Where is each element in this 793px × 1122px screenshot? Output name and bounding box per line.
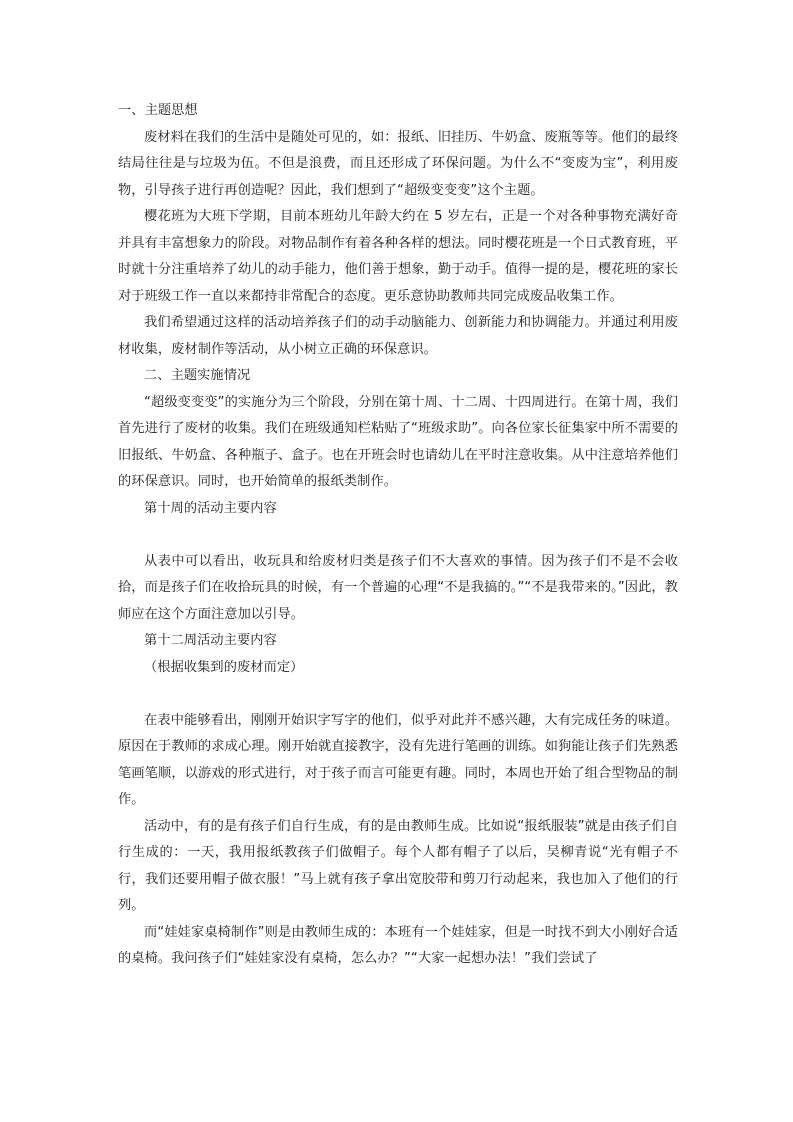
- week10-label: 第十周的活动主要内容: [144, 500, 277, 516]
- paragraph-newspaper-clothing: 活动中，有的是有孩子们自行生成，有的是由教师生成。比如说“报纸服装”就是由孩子们自行生成的：一天，我用报纸教孩子们做帽子。每个人都有帽子了以后，吴柳青说“光有帽子不行，我们还要用帽子做衣服！”马上就有孩子拿出宽胶带和剪刀行动起来，我也加入了他们的行列。: [118, 818, 678, 913]
- week12-label: 第十二周活动主要内容: [144, 633, 277, 648]
- paragraph-goals: 我们希望通过这样的活动培养孩子们的动手动脑能力、创新能力和协调能力。并通过利用废材收集，废材制作等活动，从小树立正确的环保意识。: [118, 315, 678, 357]
- section-heading-theme: 一、主题思想: [118, 103, 198, 118]
- paragraph-week12-analysis: 在表中能够看出，刚刚开始识字写字的他们，似乎对此并不感兴趣，大有完成任务的味道。原因在于教师的求成心理。刚开始就直接教字，没有先进行笔画的训练。如狗能让孩子们先熟悉笔画笔顺，以游戏的形式进行，对于孩子而言可能更有趣。同时，本周也开始了组合型物品的制作。: [118, 712, 678, 807]
- paragraph-class-description: 樱花班为大班下学期，目前本班幼儿年龄大约在 5 岁左右，正是一个对各种事物充满好奇并具有丰富想象力的阶段。对物品制作有着各种各样的想法。同时樱花班是一个日式教育班，平时就十分注重培养了幼儿的动手能力，他们善于想象，勤于动手。值得一提的是，樱花班的家长对于班级工作一直以来都持非常配合的态度。更乐意协助教师共同完成废品收集工作。: [118, 209, 678, 304]
- paragraph-waste-materials: 废材料在我们的生活中是随处可见的，如：报纸、旧挂历、牛奶盒、废瓶等等。他们的最终结局往往是与垃圾为伍。不但是浪费，而且还形成了环保问题。为什么不“变废为宝”，利用废物，引导孩子进行再创造呢？因此，我们想到了“超级变变变”这个主题。: [118, 129, 678, 198]
- paragraph-implementation-stages: “超级变变变”的实施分为三个阶段，分别在第十周、十二周、十四周进行。在第十周，我们首先进行了废材的收集。我们在班级通知栏粘贴了“班级求助”。向各位家长征集家中所不需要的旧报纸、牛奶盒、各种瓶子、盒子。也在开班会时也请幼儿在平时注意收集。从中注意培养他们的环保意识。同时，也开始简单的报纸类制作。: [118, 394, 678, 489]
- week12-note: （根据收集到的废材而定）: [144, 659, 304, 675]
- document-body: [118, 98, 678, 973]
- blank-line: [118, 681, 678, 708]
- paragraph-doll-furniture: 而“娃娃家桌椅制作”则是由教师生成的：本班有一个娃娃家，但是一时找不到大小刚好合适的桌椅。我问孩子们“娃娃家没有桌椅，怎么办？”“大家一起想办法！”我们尝试了: [118, 924, 678, 966]
- paragraph-week10-analysis: 从表中可以看出，收玩具和给废材归类是孩子们不大喜欢的事情。因为孩子们不是不会收拾，而是孩子们在收拾玩具的时候，有一个普遍的心理“不是我搞的。”“不是我带来的。”因此，教师应在这个方面注意加以引导。: [118, 553, 678, 622]
- section-heading-implementation: 二、主题实施情况: [144, 368, 251, 383]
- blank-line: [118, 522, 678, 549]
